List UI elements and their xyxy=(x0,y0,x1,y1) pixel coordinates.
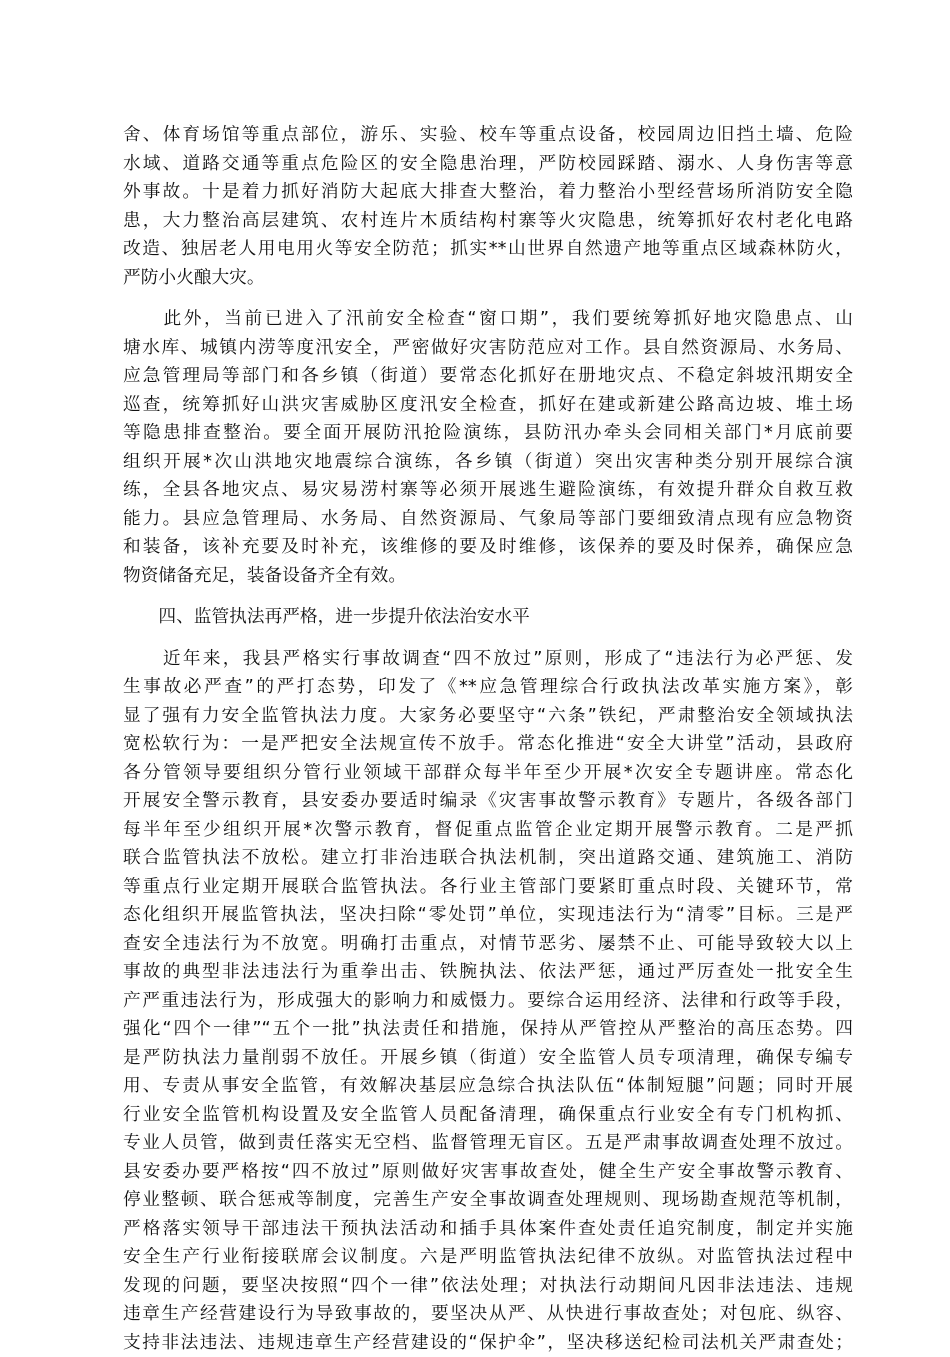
text-line: 巡查，统筹抓好山洪灾害威胁区度汛安全检查，抓好在建或新建公路高边坡、堆土场 xyxy=(123,391,853,420)
text-line: 改造、独居老人用电用火等安全防范；抓实**山世界自然遗产地等重点区域森林防火， xyxy=(123,235,853,264)
text-line: 近年来，我县严格实行事故调查“四不放过”原则，形成了“违法行为必严惩、发 xyxy=(123,645,853,674)
text-line: 严格落实领导干部违法干预执法活动和插手具体案件查处责任追究制度，制定并实施 xyxy=(123,1215,853,1244)
text-line: 生事故必严查”的严打态势，印发了《**应急管理综合行政执法改革实施方案》，彰 xyxy=(123,673,853,702)
text-line: 用、专责从事安全监管，有效解决基层应急综合执法队伍“体制短腿”问题；同时开展 xyxy=(123,1072,853,1101)
paragraph-3 xyxy=(123,645,853,1357)
text-line: 等隐患排查整治。要全面开展防汛抢险演练，县防汛办牵头会同相关部门*月底前要 xyxy=(123,419,853,448)
text-line: 发现的问题，要坚决按照“四个一律”依法处理；对执法行动期间凡因非法违法、违规 xyxy=(123,1272,853,1301)
text-line: 事故的典型非法违法行为重拳出击、铁腕执法、依法严惩，通过严厉查处一批安全生 xyxy=(123,958,853,987)
text-line: 舍、体育场馆等重点部位，游乐、实验、校车等重点设备，校园周边旧挡土墙、危险 xyxy=(123,121,853,150)
text-line: 违章生产经营建设行为导致事故的，要坚决从严、从快进行事故查处；对包庇、纵容、 xyxy=(123,1300,853,1329)
text-line: 和装备，该补充要及时补充，该维修的要及时维修，该保养的要及时保养，确保应急 xyxy=(123,533,853,562)
text-line: 联合监管执法不放松。建立打非治违联合执法机制，突出道路交通、建筑施工、消防 xyxy=(123,844,853,873)
text-line: 停业整顿、联合惩戒等制度，完善生产安全事故调查处理规则、现场勘查规范等机制， xyxy=(123,1186,853,1215)
text-line: 塘水库、城镇内涝等度汛安全，严密做好灾害防范应对工作。县自然资源局、水务局、 xyxy=(123,334,853,363)
text-line: 严防小火酿大灾。 xyxy=(123,264,853,293)
text-line: 水域、道路交通等重点危险区的安全隐患治理，严防校园踩踏、溺水、人身伤害等意 xyxy=(123,150,853,179)
paragraph-1 xyxy=(123,121,853,292)
text-line: 应急管理局等部门和各乡镇（街道）要常态化抓好在册地灾点、不稳定斜坡汛期安全 xyxy=(123,362,853,391)
text-line: 等重点行业定期开展联合监管执法。各行业主管部门要紧盯重点时段、关键环节，常 xyxy=(123,873,853,902)
text-line: 是严防执法力量削弱不放任。开展乡镇（街道）安全监管人员专项清理，确保专编专 xyxy=(123,1044,853,1073)
text-line: 能力。县应急管理局、水务局、自然资源局、气象局等部门要细致清点现有应急物资 xyxy=(123,505,853,534)
text-line: 安全生产行业衔接联席会议制度。六是严明监管执法纪律不放纵。对监管执法过程中 xyxy=(123,1243,853,1272)
text-line: 强化“四个一律”“五个一批”执法责任和措施，保持从严管控从严整治的高压态势。四 xyxy=(123,1015,853,1044)
text-line: 物资储备充足，装备设备齐全有效。 xyxy=(123,562,853,591)
text-line: 组织开展*次山洪地灾地震综合演练，各乡镇（街道）突出灾害种类分别开展综合演 xyxy=(123,448,853,477)
text-line: 此外，当前已进入了汛前安全检查“窗口期”，我们要统筹抓好地灾隐患点、山 xyxy=(123,305,853,334)
text-line: 专业人员管，做到责任落实无空档、监督管理无盲区。五是严肃事故调查处理不放过。 xyxy=(123,1129,853,1158)
text-line: 开展安全警示教育，县安委办要适时编录《灾害事故警示教育》专题片，各级各部门 xyxy=(123,787,853,816)
text-line: 显了强有力安全监管执法力度。大家务必要坚守“六条”铁纪，严肃整治安全领域执法 xyxy=(123,702,853,731)
text-line: 每半年至少组织开展*次警示教育，督促重点监管企业定期开展警示教育。二是严抓 xyxy=(123,816,853,845)
text-line: 外事故。十是着力抓好消防大起底大排查大整治，着力整治小型经营场所消防安全隐 xyxy=(123,178,853,207)
paragraph-2 xyxy=(123,305,853,590)
text-line: 练，全县各地灾点、易灾易涝村寨等必须开展逃生避险演练，有效提升群众自救互救 xyxy=(123,476,853,505)
text-line: 支持非法违法、违规违章生产经营建设的“保护伞”，坚决移送纪检司法机关严肃查处； xyxy=(123,1329,853,1357)
text-line: 产严重违法行为，形成强大的影响力和威慑力。要综合运用经济、法律和行政等手段， xyxy=(123,987,853,1016)
text-line: 患，大力整治高层建筑、农村连片木质结构村寨等火灾隐患，统筹抓好农村老化电路 xyxy=(123,207,853,236)
section-heading xyxy=(123,603,853,632)
text-line: 县安委办要严格按“四不放过”原则做好灾害事故查处，健全生产安全事故警示教育、 xyxy=(123,1158,853,1187)
text-line: 行业安全监管机构设置及安全监管人员配备清理，确保重点行业安全有专门机构抓、 xyxy=(123,1101,853,1130)
text-line: 查安全违法行为不放宽。明确打击重点，对情节恶劣、屡禁不止、可能导致较大以上 xyxy=(123,930,853,959)
text-line: 态化组织开展监管执法，坚决扫除“零处罚”单位，实现违法行为“清零”目标。三是严 xyxy=(123,901,853,930)
document-body xyxy=(123,121,853,1357)
heading-line: 四、监管执法再严格，进一步提升依法治安水平 xyxy=(123,603,853,632)
text-line: 宽松软行为：一是严把安全法规宣传不放手。常态化推进“安全大讲堂”活动，县政府 xyxy=(123,730,853,759)
text-line: 各分管领导要组织分管行业领域干部群众每半年至少开展*次安全专题讲座。常态化 xyxy=(123,759,853,788)
